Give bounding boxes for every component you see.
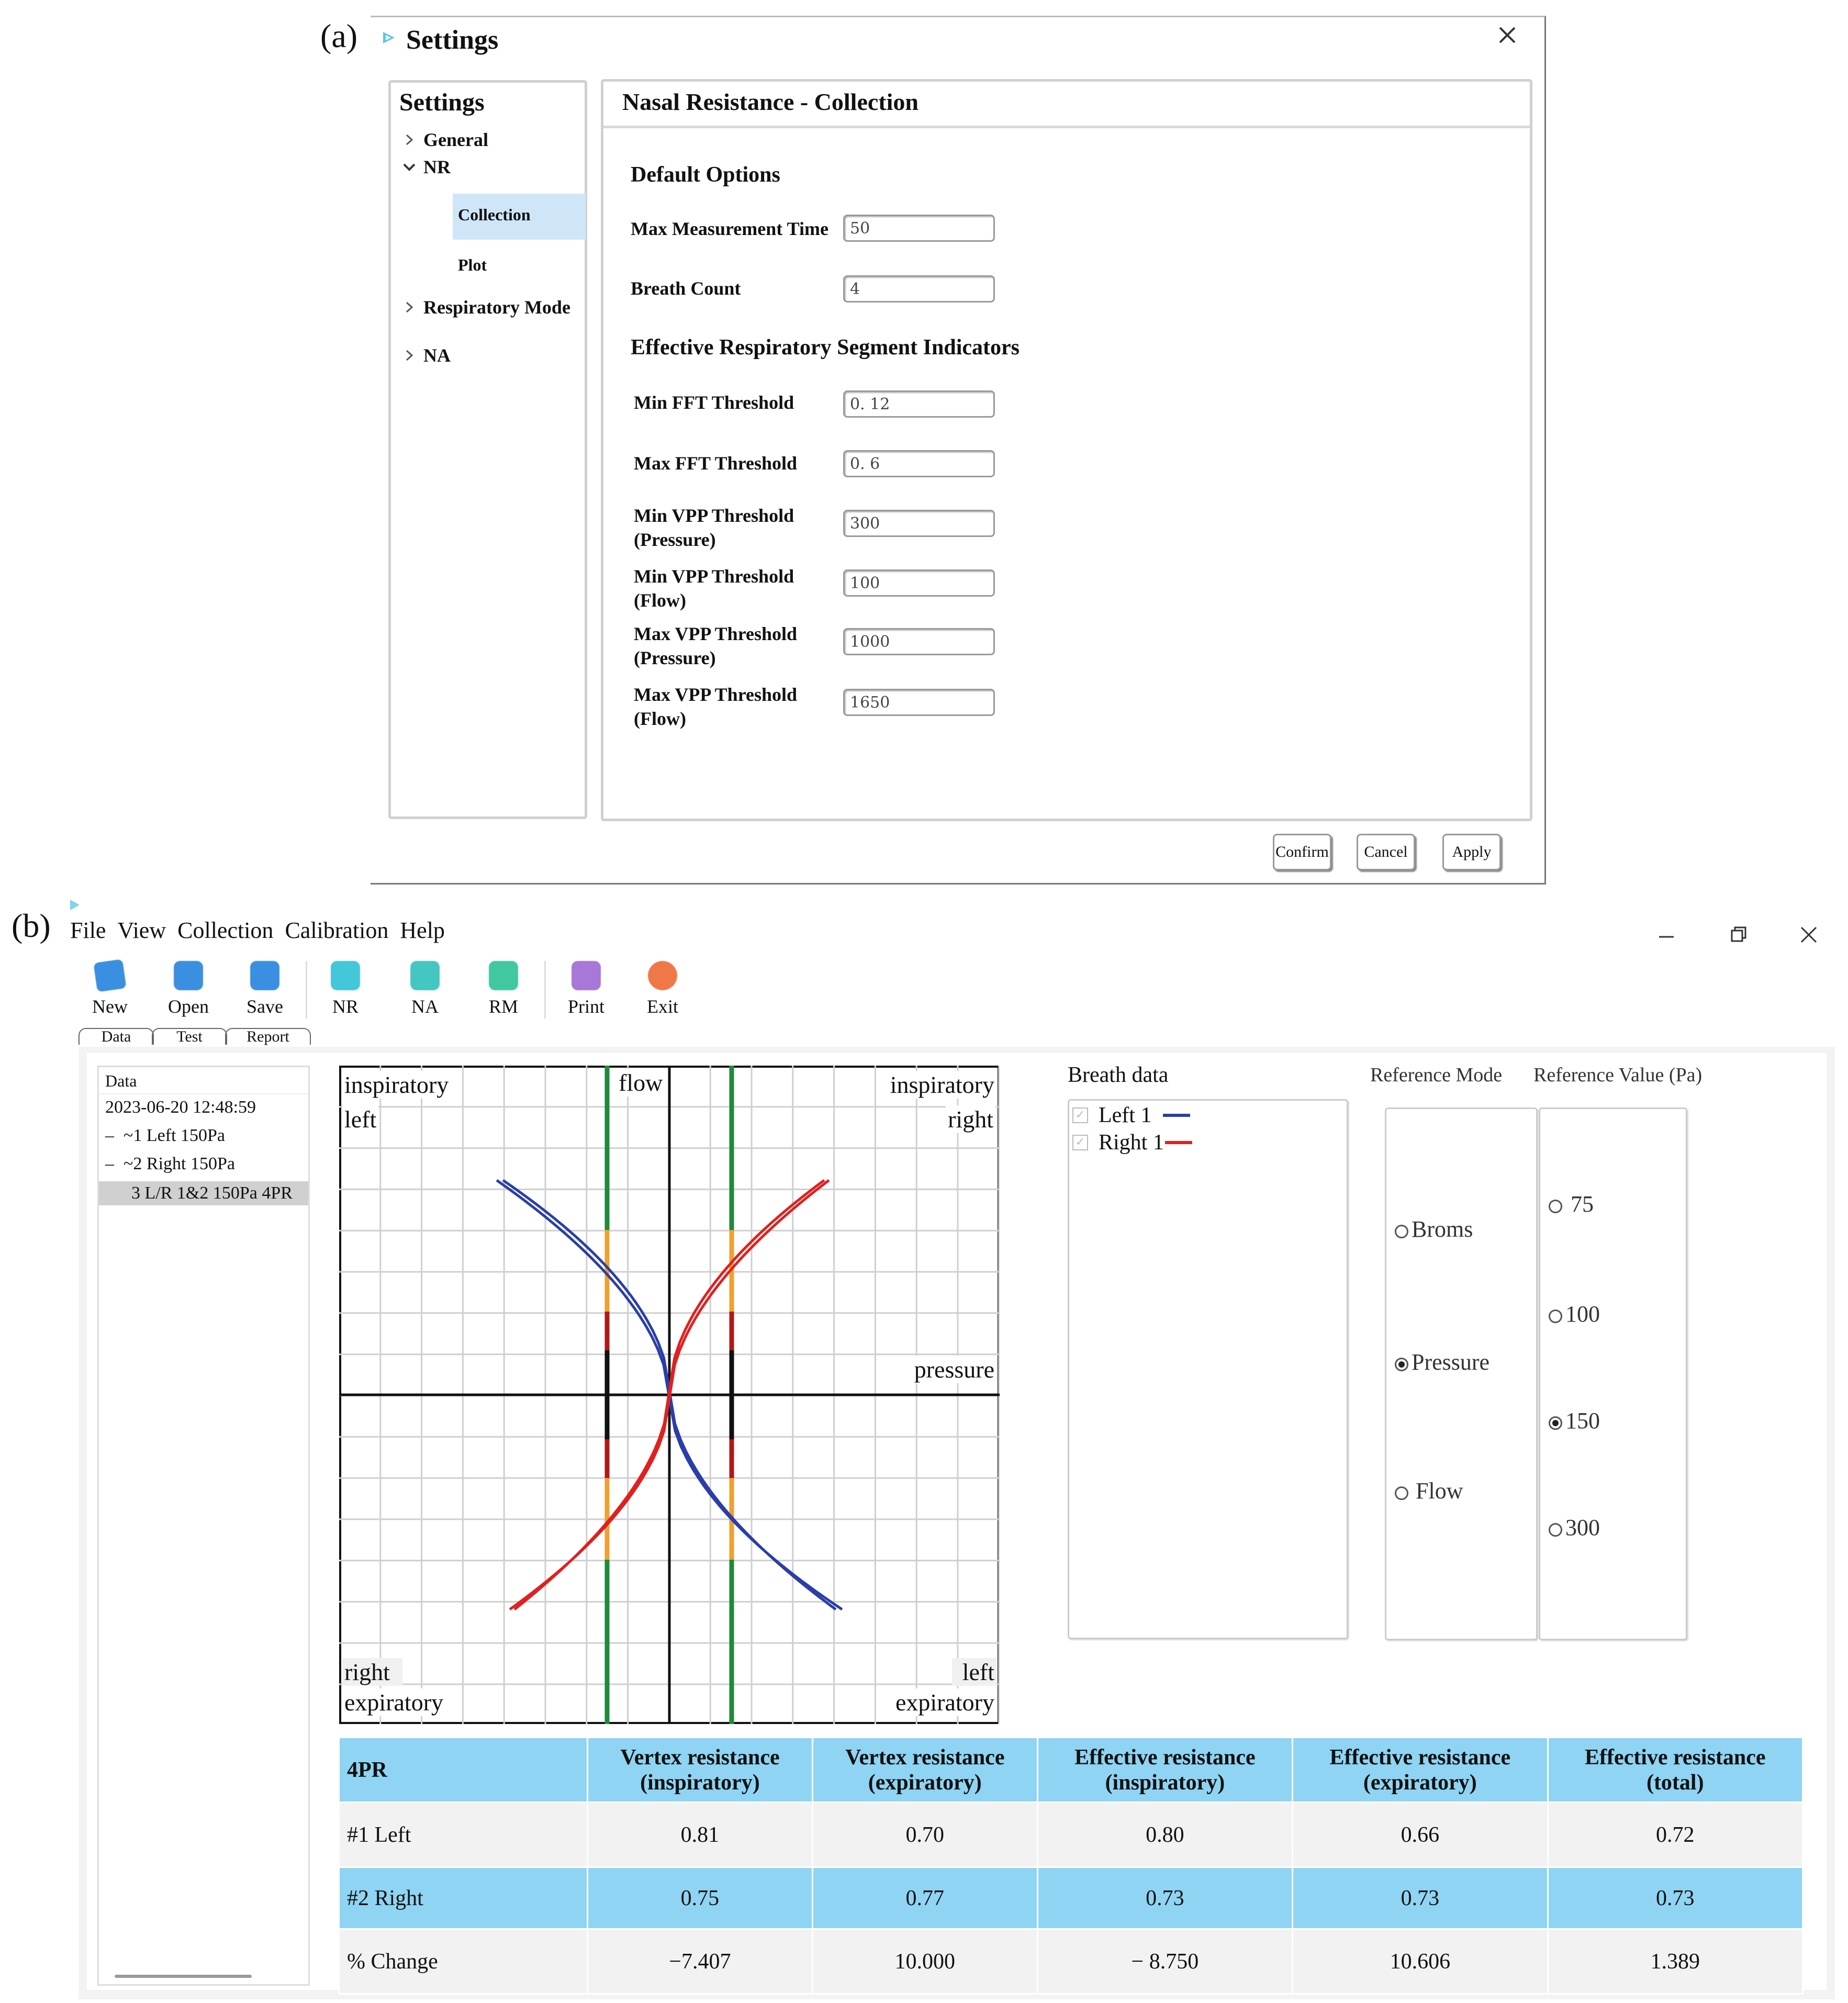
new-file-icon <box>93 959 126 992</box>
toolbar-new-button[interactable]: New <box>79 961 141 1017</box>
subtab-test[interactable]: Test <box>152 1028 227 1045</box>
header-cell: Effective resistance (inspiratory) <box>1037 1738 1292 1803</box>
table-row[interactable]: #2 Right 0.75 0.77 0.73 0.73 0.73 <box>339 1867 1803 1929</box>
header-cell: Vertex resistance (inspiratory) <box>588 1738 813 1803</box>
panel-b-label: (b) <box>12 907 51 944</box>
radio-icon <box>1395 1225 1408 1238</box>
legend-swatch <box>1163 1114 1190 1117</box>
open-folder-icon <box>174 961 203 990</box>
tree-item-general[interactable]: General <box>402 129 488 151</box>
toolbar-exit-button[interactable]: Exit <box>631 961 694 1017</box>
radio-75[interactable]: 75 <box>1549 1191 1594 1217</box>
radio-100[interactable]: 100 <box>1549 1301 1600 1327</box>
radio-icon <box>1549 1200 1562 1213</box>
toolbar-open-button[interactable]: Open <box>157 961 220 1017</box>
header-cell: Vertex resistance (expiratory) <box>812 1738 1037 1803</box>
section-effective-segment: Effective Respiratory Segment Indicators <box>631 335 1020 360</box>
radio-150[interactable]: 150 <box>1549 1407 1600 1434</box>
toolbar-rm-button[interactable]: RM <box>472 961 535 1017</box>
rm-icon <box>489 961 518 990</box>
toolbar-na-button[interactable]: NA <box>394 961 456 1017</box>
scrollbar[interactable] <box>115 1975 252 1978</box>
section-default-options: Default Options <box>631 163 780 187</box>
menu-calibration[interactable]: Calibration <box>285 917 389 943</box>
label-flow: flow <box>617 1069 665 1096</box>
print-icon <box>572 961 601 990</box>
data-session[interactable]: 2023-06-20 12:48:59 <box>105 1098 256 1117</box>
radio-300[interactable]: 300 <box>1549 1514 1600 1541</box>
chevron-right-icon <box>402 349 416 362</box>
radio-pressure[interactable]: Pressure <box>1395 1349 1489 1375</box>
data-tree-header: Data <box>105 1071 137 1090</box>
table-header-row <box>339 1738 1803 1803</box>
sidebar-title: Settings <box>399 88 485 116</box>
nr-icon <box>331 961 360 990</box>
na-icon <box>410 961 440 990</box>
legend-swatch <box>1165 1141 1192 1144</box>
results-table <box>338 1737 1804 1995</box>
chevron-down-icon <box>402 160 416 174</box>
settings-content <box>601 79 1532 821</box>
breath-data-list <box>1068 1099 1348 1639</box>
breath-count-input[interactable] <box>843 275 995 303</box>
label-expiratory-left: expiratory <box>342 1688 445 1716</box>
radio-flow[interactable]: Flow <box>1395 1478 1463 1504</box>
reference-value-title: Reference Value (Pa) <box>1533 1064 1703 1086</box>
min-vpp-flow-input[interactable] <box>843 569 995 597</box>
plot-canvas <box>339 1066 1000 1724</box>
close-icon[interactable] <box>1497 25 1518 46</box>
radio-selected-icon <box>1549 1416 1562 1430</box>
breath-data-title: Breath data <box>1068 1063 1169 1087</box>
field-label: Min FFT Threshold <box>634 392 794 413</box>
label-inspiratory-left: inspiratory <box>342 1071 451 1099</box>
min-fft-threshold-input[interactable] <box>843 390 995 418</box>
field-label: Min VPP Threshold (Flow) <box>634 566 794 611</box>
toolbar-nr-button[interactable]: NR <box>314 961 377 1017</box>
toolbar-print-button[interactable]: Print <box>555 961 618 1017</box>
panel-a-label: (a) <box>320 17 358 54</box>
tree-item-plot[interactable]: Plot <box>458 255 487 274</box>
chevron-right-icon <box>402 300 416 314</box>
breath-item-left-1[interactable]: ✓ Left 1 <box>1072 1103 1190 1128</box>
label-left: left <box>342 1105 378 1133</box>
field-label: Max VPP Threshold (Pressure) <box>634 623 798 668</box>
table-row[interactable]: % Change −7.407 10.000 − 8.750 10.606 1.389 <box>339 1929 1803 1994</box>
max-vpp-pressure-input[interactable] <box>843 628 995 655</box>
header-cell: Effective resistance (total) <box>1548 1738 1802 1803</box>
minimize-icon[interactable] <box>1656 926 1677 947</box>
tree-item-nr[interactable]: NR <box>402 156 451 178</box>
apply-button[interactable]: Apply <box>1442 834 1501 870</box>
field-label: Min VPP Threshold (Pressure) <box>634 505 794 550</box>
field-label: Max FFT Threshold <box>634 453 798 474</box>
checkbox[interactable]: ✓ <box>1072 1107 1088 1123</box>
content-title: Nasal Resistance - Collection <box>622 88 919 115</box>
radio-icon <box>1549 1310 1562 1323</box>
radio-icon <box>1549 1523 1562 1537</box>
subtab-data[interactable]: Data <box>79 1028 154 1045</box>
tree-item[interactable]: – ~1 Left 150Pa <box>105 1126 226 1145</box>
reference-value-group <box>1539 1107 1687 1640</box>
field-label: Max VPP Threshold (Flow) <box>634 684 798 729</box>
app-logo-icon <box>68 898 82 912</box>
subtab-report[interactable]: Report <box>225 1028 311 1045</box>
tree-item[interactable]: – ~2 Right 150Pa <box>105 1154 235 1173</box>
tree-item-respiratory-mode[interactable]: Respiratory Mode <box>402 296 570 318</box>
save-icon <box>250 961 279 990</box>
menu-bar <box>70 917 445 944</box>
tree-item-na[interactable]: NA <box>402 344 451 366</box>
radio-icon <box>1395 1486 1408 1500</box>
menu-file[interactable]: File <box>70 917 106 943</box>
label-pressure: pressure <box>912 1356 996 1383</box>
data-tree-panel <box>97 1066 310 1986</box>
toolbar-save-button[interactable]: Save <box>233 961 296 1017</box>
header-cell: Effective resistance (expiratory) <box>1293 1738 1548 1803</box>
breath-item-right-1[interactable]: ✓ Right 1 <box>1072 1130 1192 1155</box>
exit-icon <box>648 961 677 990</box>
label-left-bottom: left <box>952 1658 996 1686</box>
resistance-plot <box>339 1066 1000 1724</box>
field-label: Breath Count <box>631 278 741 299</box>
reference-mode-title: Reference Mode <box>1370 1064 1503 1086</box>
menu-collection[interactable]: Collection <box>177 917 274 943</box>
app-logo-icon <box>381 30 397 46</box>
cancel-button[interactable]: Cancel <box>1357 834 1415 870</box>
reference-mode-group <box>1385 1107 1538 1640</box>
window-title: Settings <box>406 25 499 55</box>
menu-view[interactable]: View <box>117 917 166 943</box>
max-measurement-time-input[interactable] <box>843 215 995 242</box>
radio-selected-icon <box>1395 1358 1408 1371</box>
settings-window <box>371 16 1546 885</box>
radio-broms[interactable]: Broms <box>1395 1216 1473 1243</box>
min-vpp-pressure-input[interactable] <box>843 510 995 537</box>
confirm-button[interactable]: Confirm <box>1273 834 1331 870</box>
header-cell: 4PR <box>339 1738 588 1803</box>
restore-icon[interactable] <box>1728 924 1749 945</box>
tree-item-collection[interactable]: Collection <box>453 194 586 240</box>
label-expiratory-right: expiratory <box>893 1688 996 1716</box>
settings-sidebar <box>388 80 587 819</box>
max-fft-threshold-input[interactable] <box>843 450 995 477</box>
chevron-right-icon <box>402 133 416 147</box>
tree-item-selected[interactable]: 3 L/R 1&2 150Pa 4PR <box>99 1181 308 1205</box>
field-label: Max Measurement Time <box>631 218 828 239</box>
checkbox[interactable]: ✓ <box>1072 1135 1088 1150</box>
max-vpp-flow-input[interactable] <box>843 689 995 716</box>
menu-help[interactable]: Help <box>400 917 445 943</box>
close-icon[interactable] <box>1798 924 1819 945</box>
label-right: right <box>946 1105 995 1133</box>
label-inspiratory-right: inspiratory <box>888 1071 996 1099</box>
table-row[interactable]: #1 Left 0.81 0.70 0.80 0.66 0.72 <box>339 1803 1803 1867</box>
label-right-bottom: right <box>342 1658 402 1686</box>
